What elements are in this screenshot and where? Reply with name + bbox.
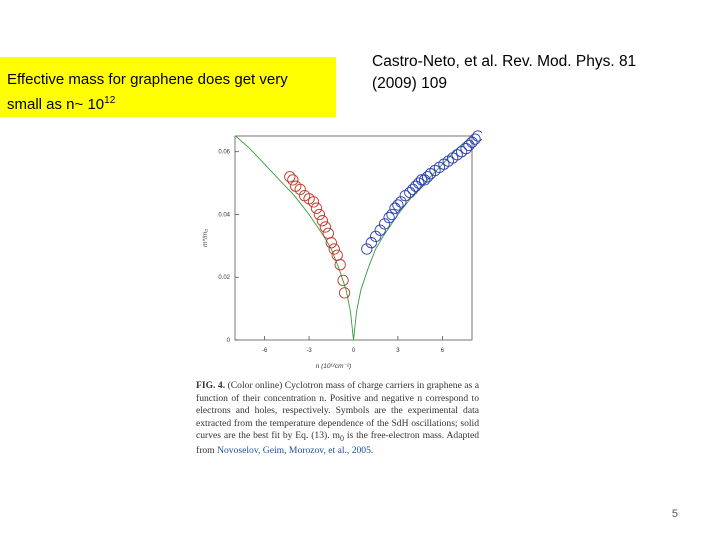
- citation-line-2: (2009) 109: [372, 75, 447, 92]
- plot-frame: [235, 136, 472, 340]
- citation-line-1: Castro-Neto, et al. Rev. Mod. Phys. 81: [372, 53, 637, 70]
- data-point-holes: [288, 175, 298, 185]
- data-point-electrons: [470, 134, 480, 144]
- fit-curve-holes: [232, 133, 354, 340]
- citation: [372, 51, 672, 95]
- data-point-electrons: [464, 140, 474, 150]
- callout-line-1: Effective mass for graphene does get very: [7, 71, 288, 88]
- data-point-electrons: [390, 203, 400, 213]
- callout-line-2: [7, 90, 336, 115]
- data-markers: [285, 131, 482, 298]
- x-tick-label: -3: [306, 348, 312, 354]
- callout-exponent: 12: [104, 95, 116, 106]
- y-tick-label: 0.04: [218, 212, 230, 219]
- chart-axes: [235, 136, 472, 340]
- data-point-electrons: [411, 181, 421, 191]
- data-point-holes: [323, 228, 333, 238]
- figure: [190, 128, 482, 478]
- caption-reference-link[interactable]: Novoselov, Geim, Morozov, et al., 2005.: [217, 445, 374, 457]
- data-point-electrons: [414, 178, 424, 188]
- caption-body-2: is the free-electron mass. Adapted from: [196, 430, 479, 457]
- data-point-holes: [339, 288, 349, 298]
- data-point-holes: [311, 203, 321, 213]
- x-tick-label: 6: [440, 348, 445, 354]
- y-tick-label: 0.06: [218, 149, 230, 156]
- y-tick-label: 0: [226, 338, 230, 344]
- callout-line-2-text: small as n~ 10: [7, 96, 105, 113]
- caption-subscript: 0: [339, 433, 344, 443]
- data-point-holes: [329, 244, 339, 254]
- x-tick-label: 3: [396, 348, 400, 354]
- data-point-holes: [317, 216, 327, 226]
- cyclotron-mass-chart: [190, 128, 482, 378]
- y-tick-label: 0.02: [218, 275, 230, 282]
- caption-body: (Color online) Cyclotron mass of charge carriers in graphene as a function of their concentration n. Positive and negative n correspond to electrons and holes, respectively. Symbols are the experimental data extracted from the temperature dependence of the SdH oscillations; solid curves are the best fit by Eq. (13). m: [196, 380, 479, 441]
- x-tick-label: -6: [261, 348, 268, 354]
- x-tick-label: 0: [351, 348, 356, 354]
- x-axis-label: n (10¹²cm⁻²): [315, 363, 352, 370]
- data-point-electrons: [387, 209, 397, 219]
- data-point-holes: [314, 209, 324, 219]
- highlight-callout: [0, 57, 336, 117]
- data-point-holes: [285, 172, 295, 182]
- caption-label: FIG. 4.: [196, 380, 226, 391]
- data-point-holes: [335, 260, 345, 270]
- fit-curve-electrons: [354, 133, 476, 340]
- axis-labels: [202, 150, 445, 370]
- data-point-electrons: [416, 175, 426, 185]
- data-point-electrons: [393, 200, 403, 210]
- slide-number: 5: [671, 508, 678, 520]
- figure-caption: [196, 380, 479, 458]
- y-axis-label: m*/m₀: [202, 229, 209, 247]
- data-point-holes: [320, 222, 330, 232]
- data-point-electrons: [408, 184, 418, 194]
